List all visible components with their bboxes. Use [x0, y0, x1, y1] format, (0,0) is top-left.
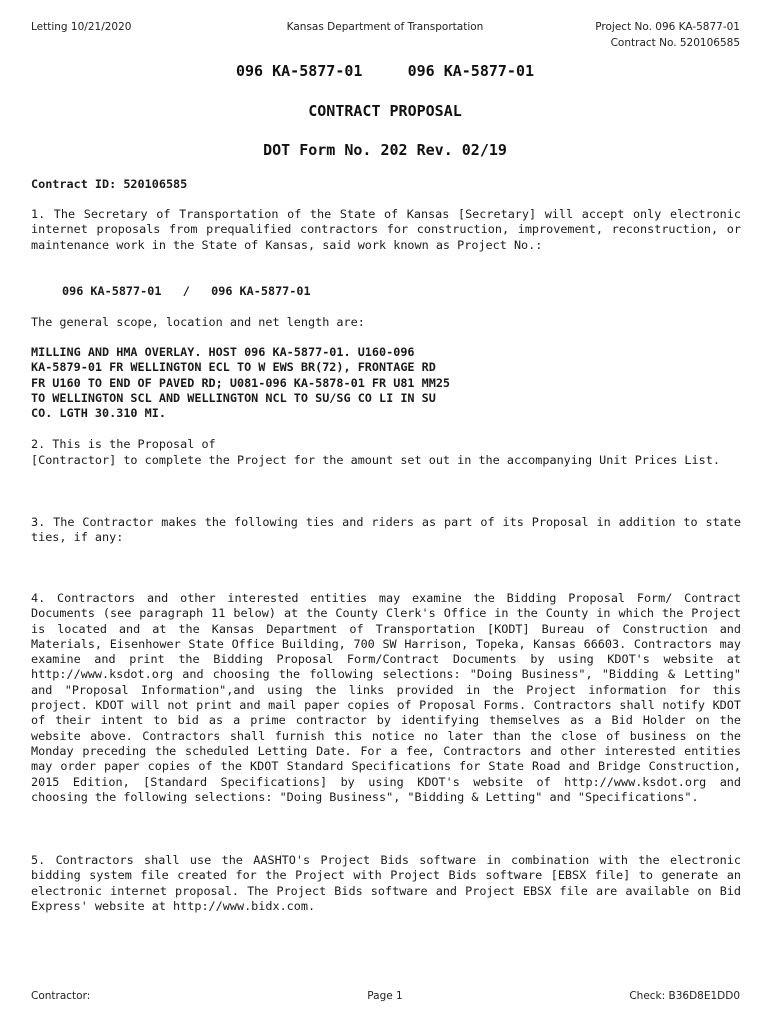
contract-number-header: Contract No. 520106585 [610, 37, 740, 49]
paragraph-5: 5. Contractors shall use the AASHTO's Project Bids software in combination with the electronic bidding system file created for the Project with Project Bids software [EBSX file] to generate an electronic internet proposal. The Project Bids software and Project EBSX file are available on Bid Express' website at http://www.bidx.com. [31, 853, 741, 913]
page-number: Page 1 [367, 990, 403, 1002]
project-number-header: Project No. 096 KA-5877-01 [595, 21, 740, 33]
proposal-title: CONTRACT PROPOSAL [308, 102, 462, 120]
paragraph-3: 3. The Contractor makes the following ties and riders as part of its Proposal in addition to state ties, if any: [31, 515, 741, 545]
scope-line: KA-5879-01 FR WELLINGTON ECL TO W EWS BR(72), FRONTAGE RD [31, 360, 436, 375]
scope-description [31, 345, 741, 421]
form-title: DOT Form No. 202 Rev. 02/19 [263, 141, 507, 159]
scope-intro: The general scope, location and net length are: [31, 315, 365, 329]
project-numbers: 096 KA-5877-01 / 096 KA-5877-01 [62, 284, 311, 298]
scope-line: FR U160 TO END OF PAVED RD; U081-096 KA-5878-01 FR U81 MM25 [31, 375, 451, 390]
contractor-label: Contractor: [31, 990, 91, 1002]
scope-line: CO. LGTH 30.310 MI. [31, 406, 166, 421]
scope-line: TO WELLINGTON SCL AND WELLINGTON NCL TO SU/SG CO LI IN SU [31, 390, 436, 405]
scope-line: MILLING AND HMA OVERLAY. HOST 096 KA-5877-01. U160-096 [31, 345, 415, 359]
paragraph-2: [Contractor] to complete the Project for the amount set out in the accompanying Unit Prices List. [31, 453, 720, 467]
agency-name: Kansas Department of Transportation [286, 21, 484, 33]
paragraph-1: 1. The Secretary of Transportation of the State of Kansas [Secretary] will accept only electronic internet proposals from prequalified contractors for construction, improvement, reconstruction, or maintenance work in the State of Kansas, said work known as Project No.: [31, 207, 741, 252]
project-title: 096 KA-5877-01 096 KA-5877-01 [235, 62, 534, 80]
contract-id: Contract ID: 520106585 [31, 177, 188, 191]
paragraph-4: 4. Contractors and other interested entities may examine the Bidding Proposal Form/ Contract Documents (see paragraph 11 below) at the County Clerk's Office in the County in which the Project is located and at the Kansas Department of Transportation [KODT] Bureau of Construction and Materials, Eisenhower State Office Building, 700 SW Harrison, Topeka, Kansas 66603. Contractors may examine and print the Bidding Proposal Form/Contract Documents by using KDOT's website at http://www.ksdot.org and choosing the following selections: "Doing Business", "Bidding & Letting" and "Proposal Information",and using the links provided in the Project information for this project. KDOT will not print and mail paper copies of Proposal Forms. Contractors shall notify KDOT of their intent to bid as a prime contractor by identifying themselves as a Bid Holder on the website above. Contractors shall furnish this notice no later than the close of business on the Monday preceding the scheduled Letting Date. For a fee, Contractors and other interested entities may order paper copies of the KDOT Standard Specifications for State Road and Bridge Construction, 2015 Edition, [Standard Specifications] by using KDOT's website of http://www.ksdot.org and choosing the following selections: "Doing Business", "Bidding & Letting" and "Specifications". [31, 591, 741, 804]
check-code: Check: B36D8E1DD0 [629, 990, 740, 1002]
paragraph-2-intro: 2. This is the Proposal of [31, 437, 216, 451]
letting-date: Letting 10/21/2020 [31, 21, 132, 33]
